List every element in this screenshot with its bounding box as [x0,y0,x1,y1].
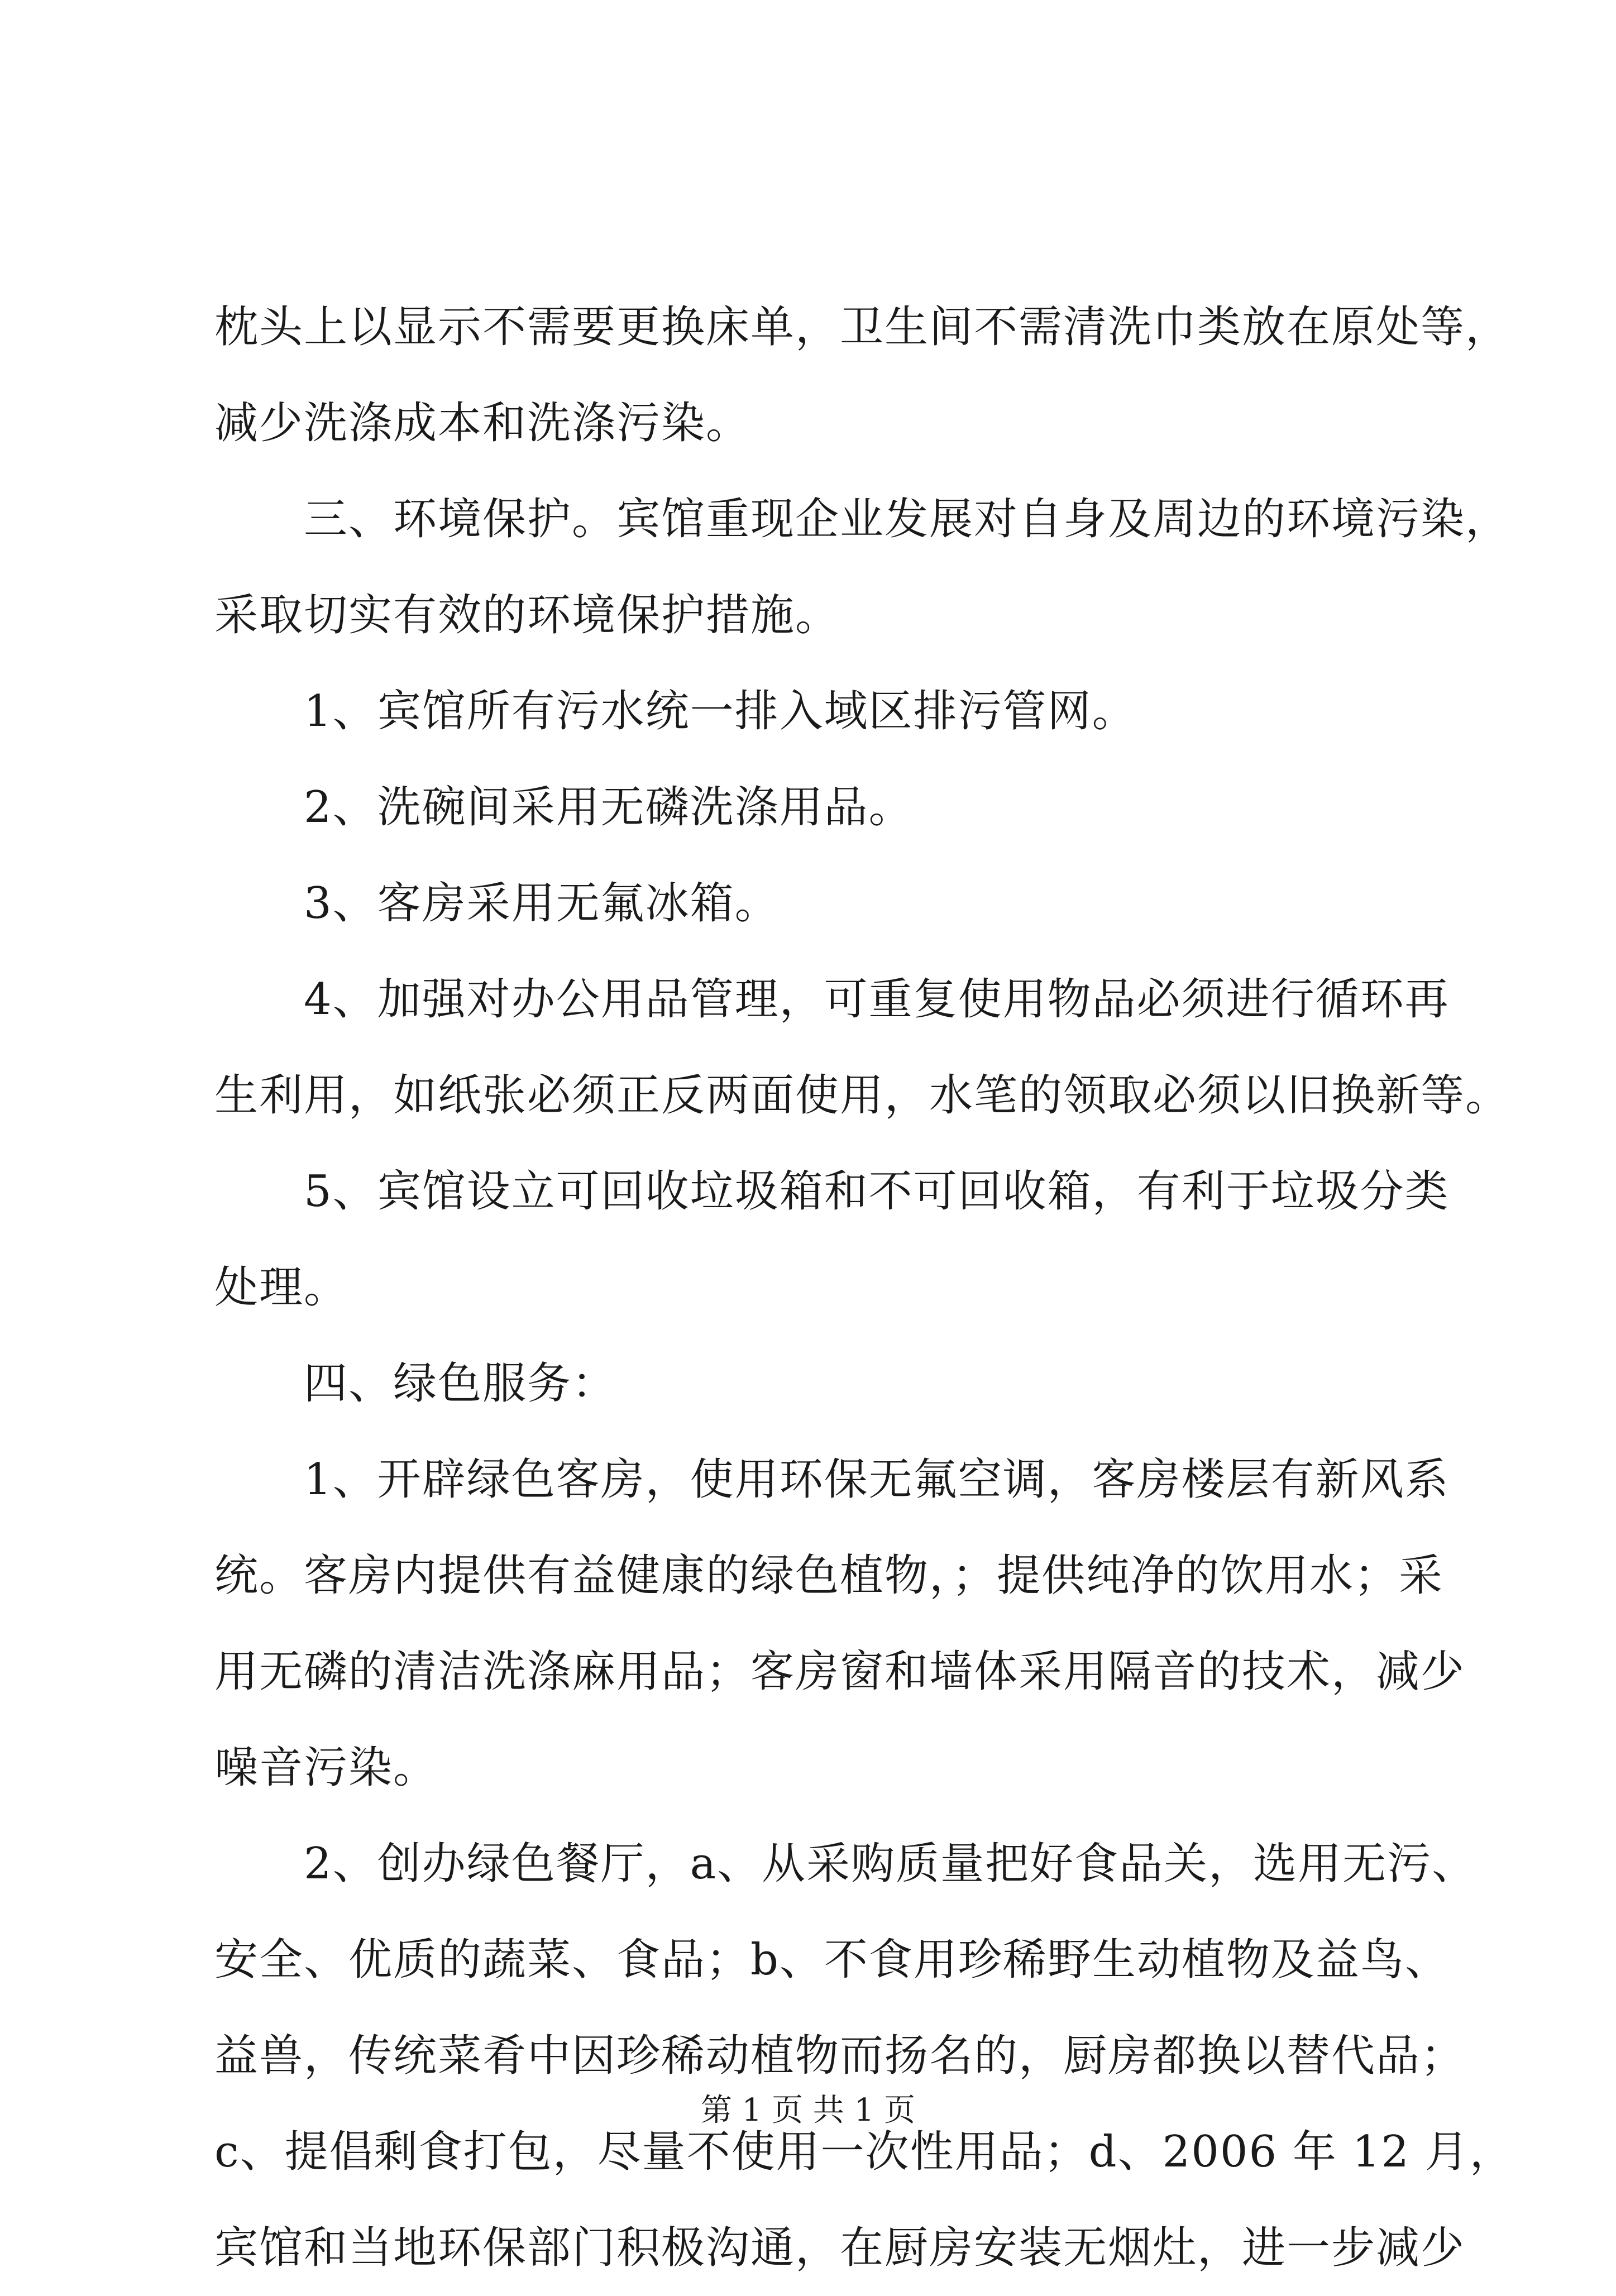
list-item-1: 1、宾馆所有污水统一排入域区排污管网。 [304,686,1137,736]
list-item-green-restaurant: 2、创办绿色餐厅，a、从采购质量把好食品关，选用无污、 [304,1839,1477,1889]
list-item-3: 3、客房采用无氟冰箱。 [304,878,780,929]
list-item-green-room: 1、开辟绿色客房，使用环保无氟空调，客房楼层有新风系 [304,1455,1450,1505]
section-heading-green-service: 四、绿色服务： [304,1359,617,1409]
text-line-4: 采取切实有效的环境保护措施。 [214,590,840,640]
list-item-5: 5、宾馆设立可回收垃圾箱和不可回收箱，有利于垃圾分类 [304,1166,1450,1217]
text-line-16: 噪音污染。 [214,1743,438,1793]
text-line-21: 宾馆和当地环保部门积极沟通，在厨房安装无烟灶，进一步减少 [214,2223,1466,2273]
text-line-15: 用无磷的清洁洗涤麻用品；客房窗和墙体采用隔音的技术，减少 [214,1647,1466,1697]
text-line-14: 统。客房内提供有益健康的绿色植物，；提供纯净的饮用水；采 [214,1551,1444,1601]
section-heading-environment: 三、环境保护。宾馆重现企业发展对自身及周边的环境污染， [304,494,1510,544]
list-item-4: 4、加强对办公用品管理，可重复使用物品必须进行循环再 [304,974,1450,1025]
text-line-18: 安全、优质的蔬菜、食品；b、不食用珍稀野生动植物及益鸟、 [214,1935,1450,1985]
text-line-19: 益兽，传统菜肴中因珍稀动植物而扬名的，厨房都换以替代品； [214,2031,1466,2081]
text-line-20: c、提倡剩食打包，尽量不使用一次性用品；d、2006 年 12 月， [214,2127,1514,2177]
text-line-9: 生利用，如纸张必须正反两面使用，水笔的领取必须以旧换新等。 [214,1070,1510,1121]
page-footer: 第 1 页 共 1 页 [700,2092,916,2128]
list-item-2: 2、洗碗间采用无磷洗涤用品。 [304,782,914,833]
text-line-1: 枕头上以显示不需要更换床单，卫生间不需清洗巾类放在原处等， [214,302,1510,352]
document-body [214,279,1514,2296]
text-line-11: 处理。 [214,1262,349,1313]
text-line-2: 减少洗涤成本和洗涤污染。 [214,398,751,448]
